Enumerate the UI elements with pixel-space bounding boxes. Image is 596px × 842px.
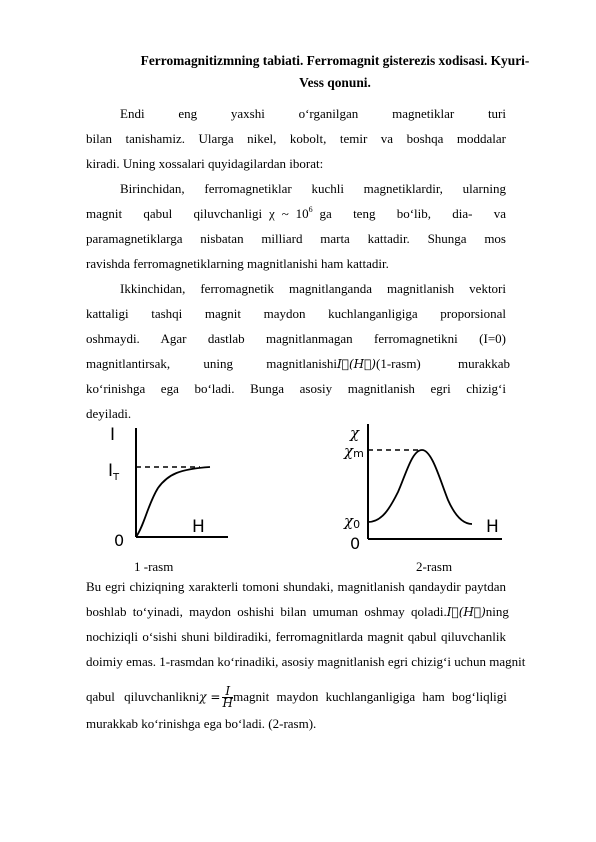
p2-line-4: ravishda ferromagnetiklarning magnitlanishi ham kattadir. bbox=[86, 256, 389, 271]
p4-line-6: murakkab ko‘rinishga ega bo‘ladi. (2-rasm). bbox=[86, 716, 317, 731]
figure-2-caption: 2-rasm bbox=[416, 559, 453, 574]
tilde-symbol: ~ bbox=[281, 206, 289, 221]
formula-numerator: I bbox=[222, 686, 233, 698]
title-line-1: Ferromagnitizmning tabiati. Ferromagnit gisterezis xodisasi. Kyuri- bbox=[140, 53, 530, 68]
fig2-max-sub: m bbox=[353, 447, 364, 460]
power-of-ten bbox=[296, 206, 313, 222]
p3-line-3: oshmaydi. Agar dastlab magnitlanmagan ferromagnetikni (I=0) bbox=[86, 331, 506, 346]
figure-1-caption: 1 -rasm bbox=[134, 559, 174, 574]
fig1-sat-label bbox=[108, 461, 120, 483]
p2-line-2-a: magnit qabul qiluvchanligi bbox=[86, 206, 263, 221]
p3-line-4 bbox=[86, 356, 510, 372]
p4-line-2-a: boshlab to‘yinadi, maydon oshishi bilan umuman oshmay qoladi. bbox=[86, 604, 447, 619]
p3-line-2: kattaligi tashqi magnit maydon kuchlanganligiga proporsional bbox=[86, 306, 506, 321]
p2-line-1: Birinchidan, ferromagnetiklar kuchli magnetiklardir, ularning bbox=[120, 181, 506, 196]
fig1-x-label: H bbox=[192, 517, 205, 537]
fig2-init-label bbox=[343, 512, 360, 531]
figure-1-magnetization-curve bbox=[100, 422, 230, 550]
power-exponent: 6 bbox=[308, 205, 313, 214]
chi-symbol: χ bbox=[269, 206, 275, 221]
p4-line-3: nochiziqli o‘sishi shuni bildiradiki, ferromagnitlarda magnit qabul qiluvchanlik bbox=[86, 629, 506, 644]
p4-line-5 bbox=[86, 684, 506, 710]
figure-2-susceptibility-curve bbox=[340, 418, 510, 550]
magnetization-formula: I⃗(H⃗) bbox=[337, 357, 376, 371]
fig1-sat-main: I bbox=[108, 461, 114, 481]
fig2-origin: 0 bbox=[350, 534, 361, 550]
p4-line-5-b: magnit maydon kuchlanganligiga ham bog‘liqligi bbox=[233, 689, 507, 704]
p1-line-1: Endi eng yaxshi o‘rganilgan magnetiklar turi bbox=[120, 106, 506, 121]
p4-line-4: doimiy emas. 1-rasmdan ko‘rinadiki, asosiy magnitlanish egri chizig‘i uchun magnit bbox=[86, 654, 526, 669]
title-line-2: Vess qonuni. bbox=[299, 75, 371, 90]
p3-line-6: deyiladi. bbox=[86, 406, 132, 421]
p2-line-3: paramagnetiklarga nisbatan milliard marta kattadir. Shunga mos bbox=[86, 231, 506, 246]
p3-line-5: ko‘rinishga ega bo‘ladi. Bunga asosiy magnitlanish egri chizig‘i bbox=[86, 381, 506, 396]
p3-line-1: Ikkinchidan, ferromagnetik magnitlanganda magnitlanish vektori bbox=[120, 281, 506, 296]
fig2-x-label: H bbox=[486, 517, 499, 537]
fig2-curve bbox=[368, 450, 472, 524]
fig2-init-main: χ bbox=[344, 512, 354, 530]
p1-line-3: kiradi. Uning xossalari quyidagilardan iborat: bbox=[86, 156, 324, 171]
fig2-max-label bbox=[343, 442, 364, 460]
p4-line-2-tail bbox=[447, 604, 509, 620]
p1-line-2: bilan tanishamiz. Ularga nikel, kobolt, temir va boshqa moddalar bbox=[86, 131, 506, 146]
fig2-y-label: χ bbox=[350, 424, 360, 442]
p3-line-4-a: magnitlantirsak, uning magnitlanishi bbox=[86, 356, 338, 371]
fig1-sat-sub: T bbox=[113, 472, 120, 483]
p2-line-2 bbox=[86, 206, 506, 222]
formula-lhs: χ = bbox=[199, 690, 221, 704]
p4-line-5-a: qabul qiluvchanlikni bbox=[86, 689, 200, 704]
susceptibility-formula bbox=[199, 683, 233, 710]
p3-line-4-b: (1-rasm) murakkab bbox=[376, 356, 510, 371]
fig2-init-sub: 0 bbox=[353, 518, 361, 531]
fig1-origin: 0 bbox=[114, 531, 125, 550]
formula-fraction bbox=[222, 683, 233, 710]
power-base: 10 bbox=[295, 206, 309, 221]
p2-line-2-b: ga teng bo‘lib, dia- va bbox=[319, 206, 506, 221]
formula-denominator: H bbox=[222, 695, 233, 710]
document-title bbox=[90, 50, 580, 94]
fig2-max-main: χ bbox=[344, 442, 354, 460]
p4-line-2 bbox=[86, 604, 509, 620]
fig1-y-label: I bbox=[110, 425, 116, 445]
p4-line-2-b: ning bbox=[485, 604, 509, 619]
p4-line-1: Bu egri chiziqning xarakterli tomoni shundaki, magnitlanish qandaydir paytdan bbox=[86, 579, 506, 594]
magnetization-formula-2: I⃗(H⃗) bbox=[446, 605, 486, 619]
